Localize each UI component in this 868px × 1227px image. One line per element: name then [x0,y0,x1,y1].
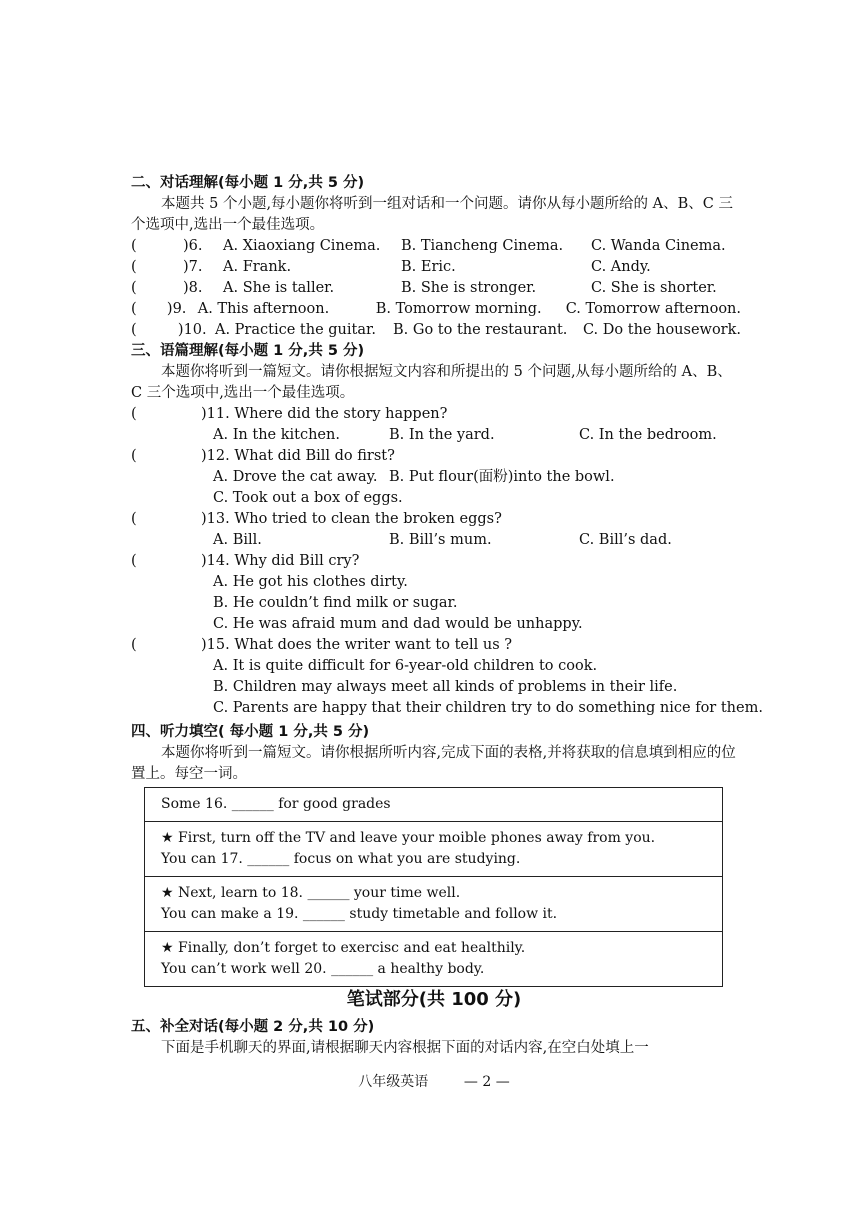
question-12: ( )12. What did Bill do first? [131,448,395,464]
table-row [145,788,723,822]
table-line: ★ Next, learn to 18. ______ your time well. [161,885,461,901]
question-13: ( )13. Who tried to clean the broken eggs? [131,511,502,527]
question-row: ( )6. A. Xiaoxiang Cinema. B. Tiancheng Cinema. C. Wanda Cinema. [131,238,726,254]
table-line: ★ Finally, don’t forget to exercisc and eat healthily. [161,940,526,956]
option-14a: A. He got his clothes dirty. [213,574,408,590]
option-15c: C. Parents are happy that their children try to do something nice for them. [213,700,763,716]
section-intro: 下面是手机聊天的界面,请根据聊天内容根据下面的对话内容,在空白处填上一 [161,1040,649,1056]
table-line: Some 16. ______ for good grades [161,796,391,812]
section-passage [131,341,763,719]
table-line: ★ First, turn off the TV and leave your moible phones away from you. [161,830,656,846]
section-heading: 五、补全对话(每小题 2 分,共 10 分) [131,1019,375,1035]
option-15b: B. Children may always meet all kinds of problems in their life. [213,679,678,695]
question-15: ( )15. What does the writer want to tell us ? [131,637,513,653]
section-heading: 四、听力填空( 每小题 1 分,共 5 分) [131,724,370,740]
table-row [145,932,723,987]
table-row [145,877,723,932]
section-heading: 二、对话理解(每小题 1 分,共 5 分) [131,175,365,191]
table-line: You can’t work well 20. ______ a healthy body. [161,961,485,977]
options-13: A. Bill. B. Bill’s mum. C. Bill’s dad. [213,532,672,548]
table-line: You can make a 19. ______ study timetable and follow it. [161,906,558,922]
page-footer: 八年级英语 — 2 — [358,1074,510,1090]
fill-table [144,787,723,987]
option-12c: C. Took out a box of eggs. [213,490,403,506]
section-intro: 本题共 5 个小题,每小题你将听到一组对话和一个问题。请你从每小题所给的 A、B、C 三个选项中,选出一个最佳选项。 [131,196,733,233]
options-12: A. Drove the cat away. B. Put flour(面粉)into the bowl. [213,469,615,485]
option-14c: C. He was afraid mum and dad would be unhappy. [213,616,583,632]
section-dialogue [131,173,741,341]
question-11: ( )11. Where did the story happen? [131,406,448,422]
written-part-title: 笔试部分(共 100 分) [346,989,522,1010]
section-intro: 本题你将听到一篇短文。请你根据短文内容和所提出的 5 个问题,从每小题所给的 A、B、C 三个选项中,选出一个最佳选项。 [131,364,732,401]
option-14b: B. He couldn’t find milk or sugar. [213,595,458,611]
question-row: ( )8. A. She is taller. B. She is stronger. C. She is shorter. [131,280,717,296]
question-list [131,236,741,341]
table-line: You can 17. ______ focus on what you are studying. [161,851,521,867]
option-15a: A. It is quite difficult for 6-year-old children to cook. [213,658,598,674]
question-row: ( )10. A. Practice the guitar. B. Go to the restaurant. C. Do the housework. [131,322,741,338]
question-row: ( )7. A. Frank. B. Eric. C. Andy. [131,259,651,275]
table-row [145,822,723,877]
question-14: ( )14. Why did Bill cry? [131,553,360,569]
section-listening-fill [131,722,741,785]
options-11: A. In the kitchen. B. In the yard. C. In the bedroom. [213,427,717,443]
section-intro: 本题你将听到一篇短文。请你根据所听内容,完成下面的表格,并将获取的信息填到相应的位置上。每空一词。 [131,745,736,782]
question-row: ( )9. A. This afternoon. B. Tomorrow morning. C. Tomorrow afternoon. [131,301,741,317]
section-heading: 三、语篇理解(每小题 1 分,共 5 分) [131,343,365,359]
section-complete-dialogue [131,1017,741,1059]
